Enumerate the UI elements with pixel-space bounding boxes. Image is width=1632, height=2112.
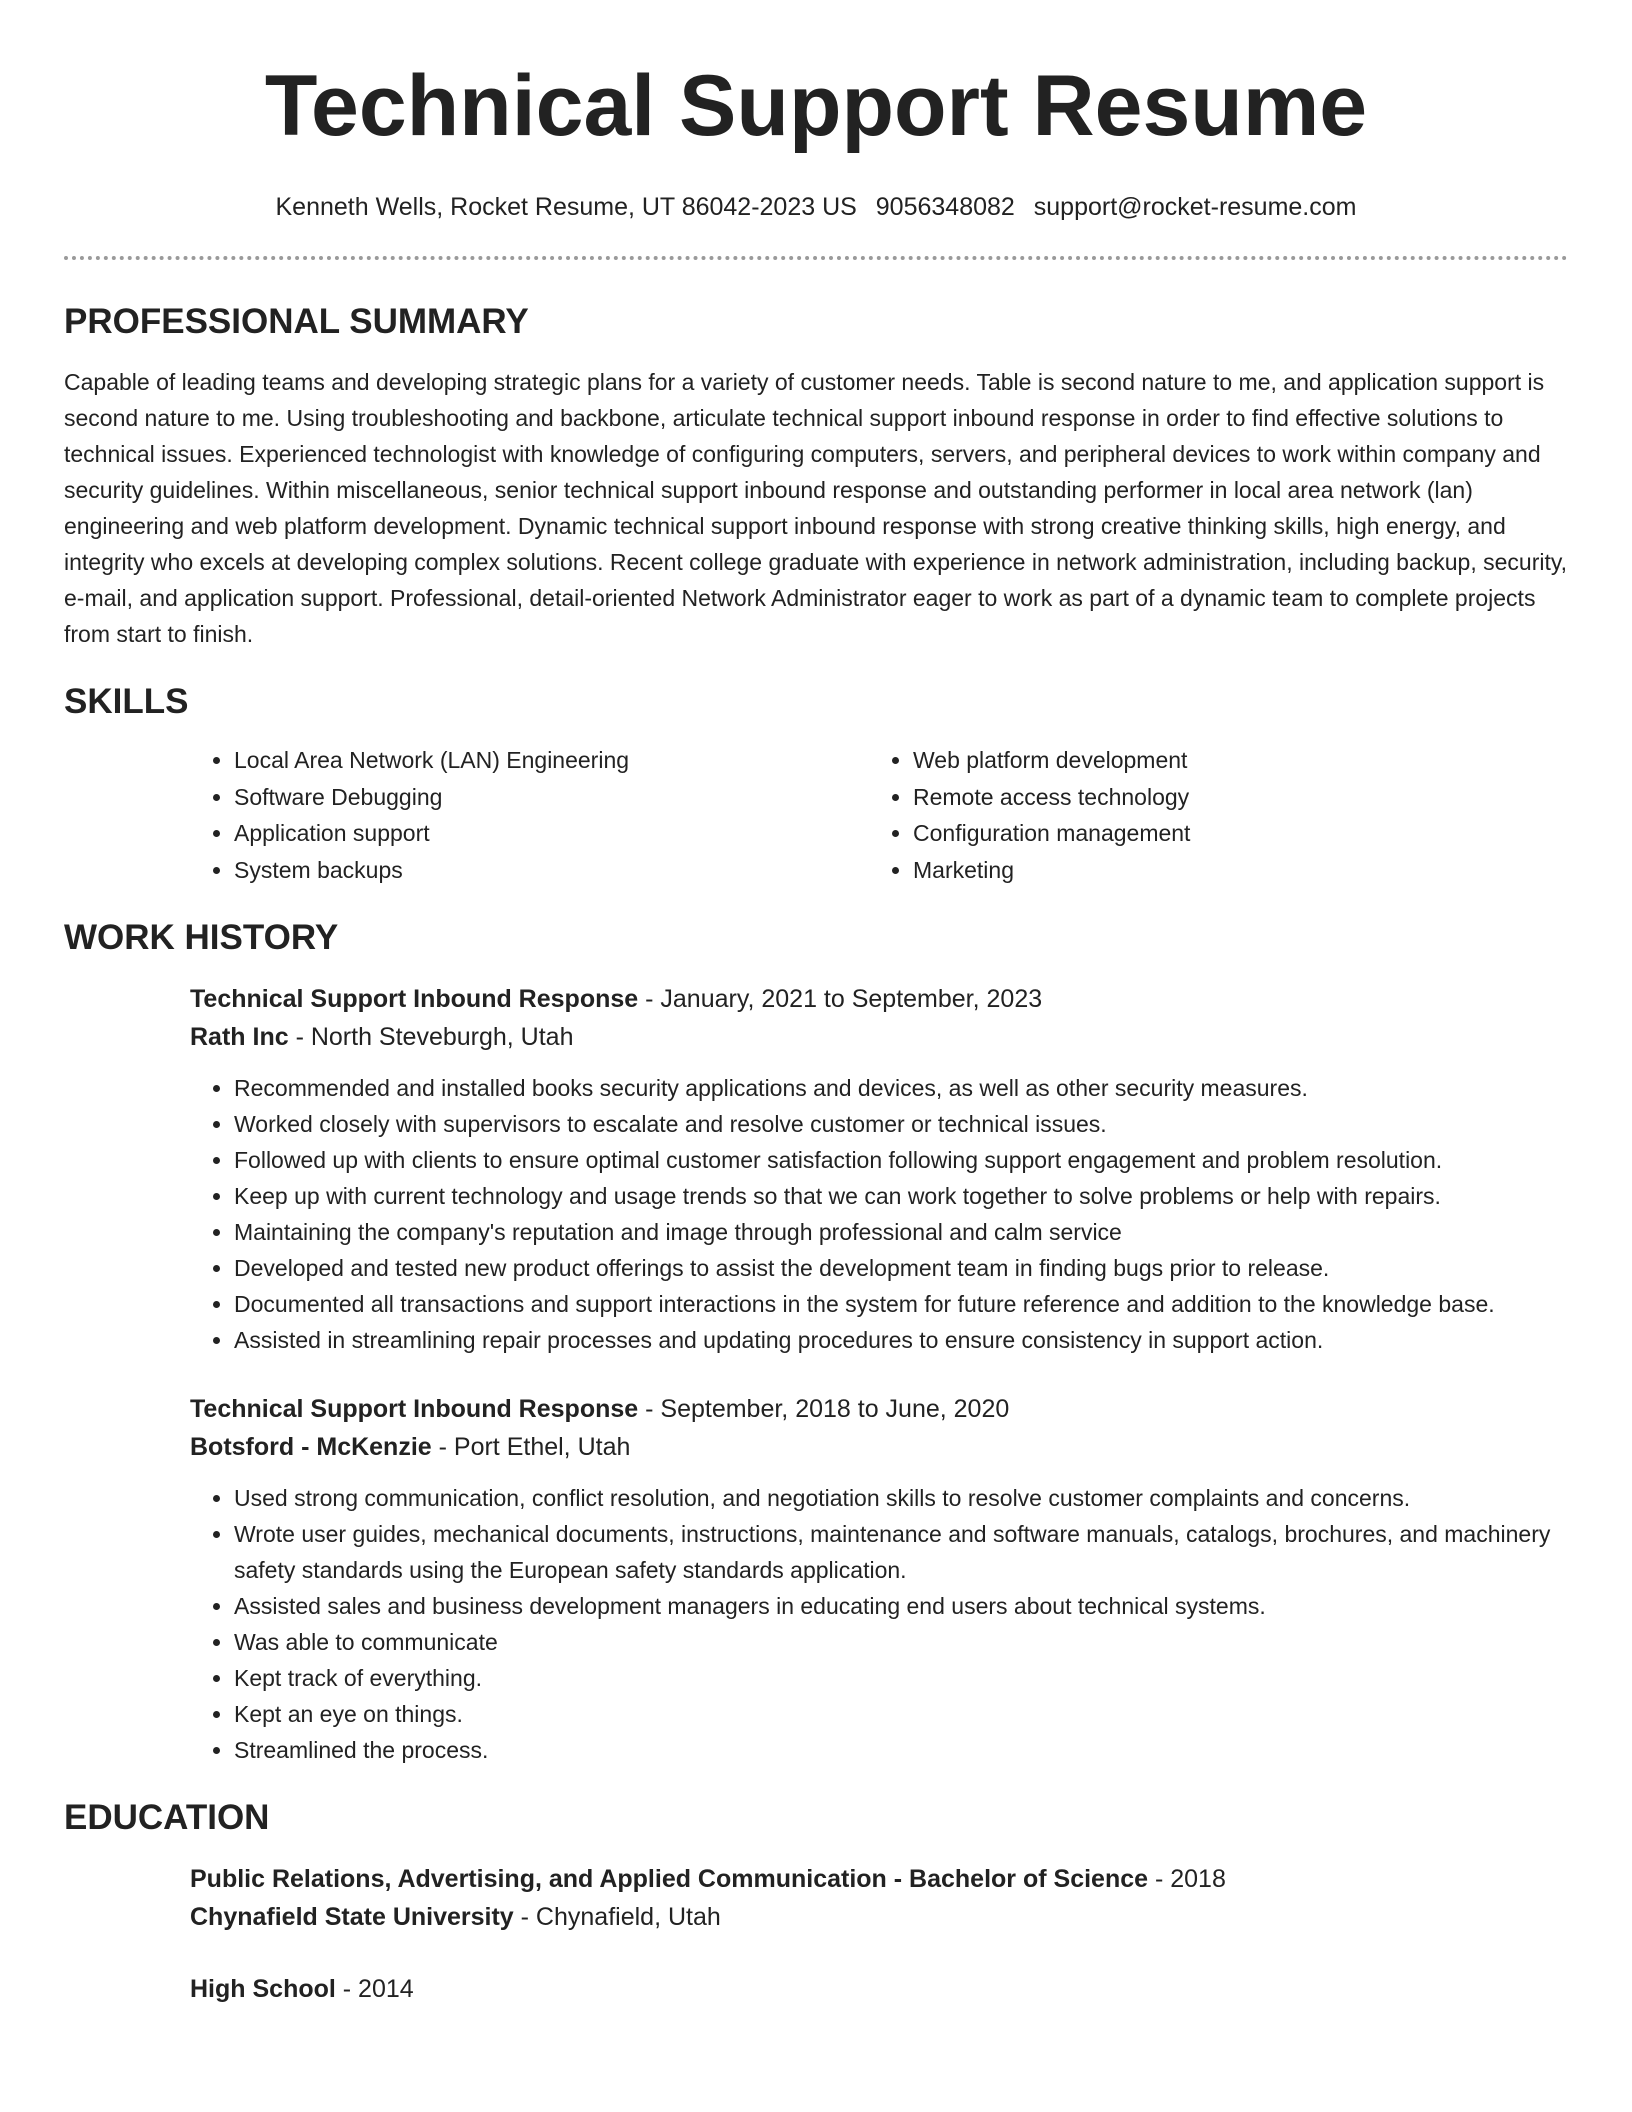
- job-bullet: • Keep up with current technology and usage trends so that we can work together to solve problems or help with repairs.: [234, 1178, 1568, 1214]
- resume-title: Technical Support Resume: [264, 58, 1368, 154]
- contact-line: [64, 192, 1568, 222]
- job-title: Technical Support Inbound Response: [190, 985, 639, 1013]
- job-dates: - September, 2018 to June, 2020: [638, 1395, 1010, 1423]
- education-location: - Chynafield, Utah: [513, 1903, 721, 1931]
- skills-list: [190, 742, 1568, 888]
- job-title: Technical Support Inbound Response: [190, 1395, 639, 1423]
- job-bullet: • Kept an eye on things.: [234, 1696, 1568, 1732]
- education-school-line: [190, 1898, 1568, 1936]
- education-year: - 2014: [335, 1975, 414, 2003]
- job-bullet: • Assisted in streamlining repair processes and updating procedures to ensure consistency in support action.: [234, 1322, 1568, 1358]
- skill-item: • Marketing: [913, 852, 1190, 889]
- skills-column-1: [190, 742, 869, 888]
- summary-text: Capable of leading teams and developing strategic plans for a variety of customer needs. Table is second nature to me, and application support is second nature to me. Using troubleshooting and backbone, articulate technical support inbound response in order to find effective solutions to technical issues. Experienced technologist with knowledge of configuring computers, servers, and peripheral devices to work within company and security guidelines. Within miscellaneous, senior technical support inbound response and outstanding performer in local area network (lan) engineering and web platform development. Dynamic technical support inbound response with strong creative thinking skills, high energy, and integrity who excels at developing complex solutions. Recent college graduate with experience in network administration, including backup, security, e-mail, and application support. Professional, detail-oriented Network Administrator eager to work as part of a dynamic team to complete projects from start to finish.: [64, 369, 1568, 647]
- education-year: - 2018: [1148, 1865, 1226, 1893]
- job-bullet: • Kept track of everything.: [234, 1660, 1568, 1696]
- job-company: Rath Inc: [190, 1023, 289, 1051]
- job-entry: [190, 980, 1568, 1358]
- job-bullets: [190, 1480, 1568, 1768]
- skills-column-2: [869, 742, 1190, 888]
- job-bullet: • Wrote user guides, mechanical documents, instructions, maintenance and software manuals, catalogs, brochures, and machinery safety standards using the European safety standards application.: [234, 1516, 1568, 1588]
- job-company: Botsford - McKenzie: [190, 1433, 432, 1461]
- job-bullet: • Worked closely with supervisors to escalate and resolve customer or technical issues.: [234, 1106, 1568, 1142]
- education-degree-line: [190, 1970, 1568, 2008]
- education-entry: [190, 1860, 1568, 1936]
- contact-name-address: Kenneth Wells, Rocket Resume, UT 86042-2023 US: [275, 193, 857, 221]
- skill-item: • System backups: [234, 852, 869, 889]
- job-bullet: • Assisted sales and business development managers in educating end users about technical systems.: [234, 1588, 1568, 1624]
- skill-item: • Application support: [234, 815, 869, 852]
- job-bullet: • Followed up with clients to ensure optimal customer satisfaction following support engagement and problem resolution.: [234, 1142, 1568, 1178]
- header-divider: [64, 256, 1568, 260]
- skill-item: • Local Area Network (LAN) Engineering: [234, 742, 869, 779]
- skill-item: • Configuration management: [913, 815, 1190, 852]
- education-degree: High School: [190, 1975, 336, 2003]
- job-bullets: [190, 1070, 1568, 1358]
- job-dates: - January, 2021 to September, 2023: [638, 985, 1043, 1013]
- job-title-line: [190, 1390, 1568, 1428]
- job-bullet: • Developed and tested new product offerings to assist the development team in finding bugs prior to release.: [234, 1250, 1568, 1286]
- job-title-line: [190, 980, 1568, 1018]
- job-bullet: • Documented all transactions and support interactions in the system for future reference and addition to the knowledge base.: [234, 1286, 1568, 1322]
- job-company-line: [190, 1018, 1568, 1056]
- contact-phone: 9056348082: [875, 193, 1015, 221]
- education-degree-line: [190, 1860, 1568, 1898]
- job-location: - North Steveburgh, Utah: [288, 1023, 574, 1051]
- job-bullet: • Streamlined the process.: [234, 1732, 1568, 1768]
- education-entry: [190, 1970, 1568, 2008]
- job-entry: [190, 1390, 1568, 1768]
- contact-email: support@rocket-resume.com: [1033, 193, 1357, 221]
- job-company-line: [190, 1428, 1568, 1466]
- skills-heading: SKILLS: [64, 682, 189, 721]
- job-bullet: • Recommended and installed books security applications and devices, as well as other security measures.: [234, 1070, 1568, 1106]
- job-bullet: • Used strong communication, conflict resolution, and negotiation skills to resolve customer complaints and concerns.: [234, 1480, 1568, 1516]
- job-location: - Port Ethel, Utah: [431, 1433, 631, 1461]
- skill-item: • Web platform development: [913, 742, 1190, 779]
- skill-item: • Remote access technology: [913, 779, 1190, 816]
- job-bullet: • Was able to communicate: [234, 1624, 1568, 1660]
- skill-item: • Software Debugging: [234, 779, 869, 816]
- education-school: Chynafield State University: [190, 1903, 514, 1931]
- job-bullet: • Maintaining the company's reputation and image through professional and calm service: [234, 1214, 1568, 1250]
- education-degree: Public Relations, Advertising, and Applied Communication - Bachelor of Science: [190, 1865, 1149, 1893]
- summary-heading: PROFESSIONAL SUMMARY: [64, 302, 529, 341]
- work-heading: WORK HISTORY: [64, 918, 339, 957]
- education-heading: EDUCATION: [64, 1798, 270, 1837]
